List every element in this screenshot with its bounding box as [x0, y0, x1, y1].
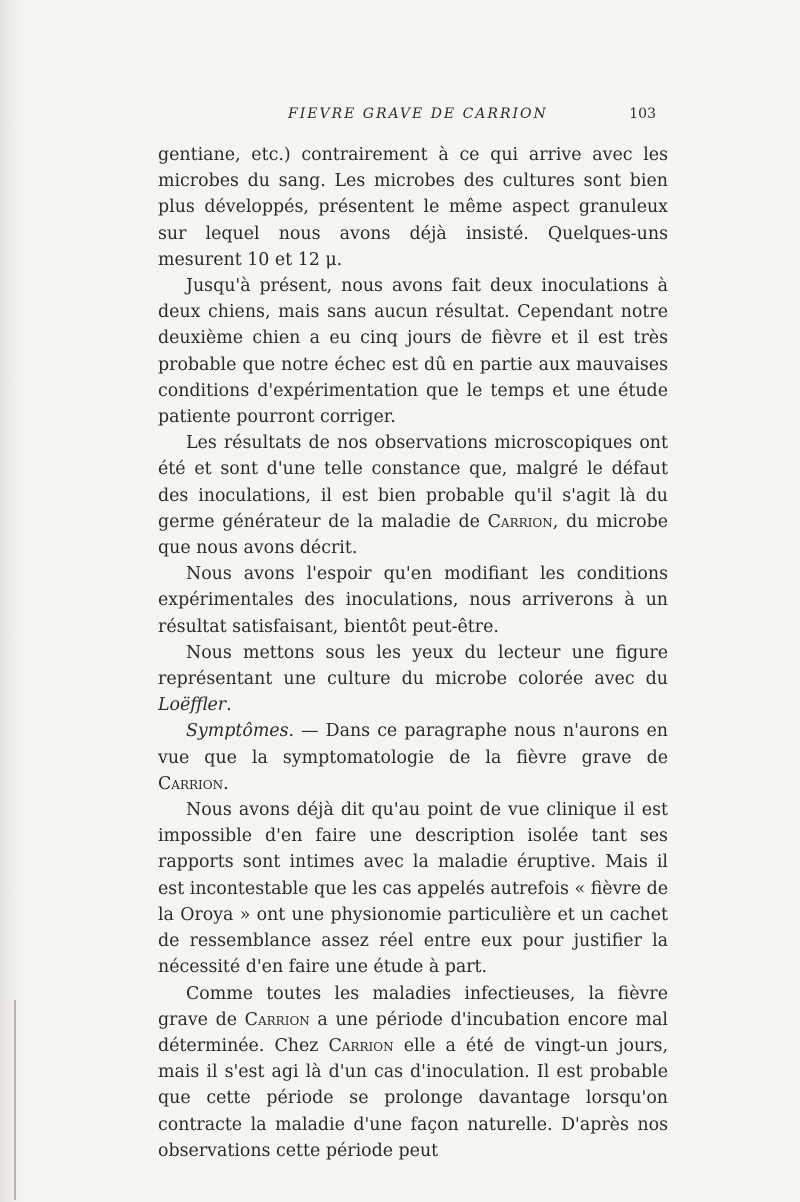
page-number: 103	[629, 106, 656, 122]
text-segment: a une période d'incubation encore mal déterminée. Chez	[158, 1009, 668, 1056]
page-edge	[0, 0, 22, 1202]
author-name: Carrion	[328, 1035, 394, 1056]
running-title: FIEVRE GRAVE DE CARRION	[288, 106, 548, 122]
author-name: Carrion	[244, 1009, 310, 1030]
author-name: Carrion	[158, 773, 224, 794]
text-segment: — Dans ce paragraphe nous n'aurons en vue que la symptomatologie de la fièvre grave de	[158, 721, 668, 768]
paragraph-symptoms	[158, 718, 668, 797]
text-segment: .	[223, 773, 229, 794]
paragraph-figure	[158, 640, 668, 719]
body-text	[158, 142, 668, 1164]
paragraph-hope: Nous avons l'espoir qu'en modifiant les conditions expérimentales des inoculations, nous arriverons à un résultat satisfaisant, bientôt peut-être.	[158, 564, 668, 637]
text-segment: Nous mettons sous les yeux du lecteur une figure représentant une culture du microbe colorée avec du	[158, 642, 668, 690]
text-segment: , du microbe que nous avons décrit.	[158, 511, 668, 559]
author-name: Carrion	[487, 511, 553, 532]
paragraph-continuation: gentiane, etc.) contrairement à ce qui arrive avec les microbes du sang. Les microbes des cultures sont bien plus développés, présentent le même aspect granuleux sur lequel nous avons déjà insisté. Quelques-uns mesurent 10 et 12 μ.	[158, 145, 668, 270]
paragraph-inoculations: Jusqu'à présent, nous avons fait deux inoculations à deux chiens, mais sans aucun résultat. Cependant notre deuxième chien a eu cinq jours de fièvre et il est très probable que notre échec est dû en partie aux mauvaises conditions d'expérimentation que le temps et une étude patiente pourront corriger.	[158, 276, 668, 428]
text-segment: Comme toutes les maladies infectieuses, la fièvre grave de	[158, 983, 668, 1030]
text-segment: .	[226, 695, 232, 716]
paragraph-clinical: Nous avons déjà dit qu'au point de vue clinique il est impossible d'en faire une description isolée tant ses rapports sont intimes avec la maladie éruptive. Mais il est incontestable que les cas appelés autrefois « fièvre de la Oroya » ont une physionomie particulière et un cachet de ressemblance assez réel entre eux pour justifier la nécessité d'en faire une étude à part.	[158, 800, 668, 978]
stain-name: Loëffler	[158, 695, 227, 716]
paragraph-results	[158, 430, 668, 561]
text-segment: elle a été de vingt-un jours, mais il s'est agi là d'un cas d'inoculation. Il est probable que cette période se prolonge davantage lorsqu'on contracte la maladie d'une façon naturelle. D'après nos observations cette période peut	[158, 1035, 668, 1161]
text-segment: Les résultats de nos observations microscopiques ont été et sont d'une telle constance que, malgré le défaut des inoculations, il est bien probable qu'il s'agit là du germe générateur de la maladie de	[158, 433, 668, 532]
paragraph-incubation	[158, 981, 668, 1164]
binding-line	[14, 1000, 16, 1200]
section-label: Symptômes.	[186, 721, 295, 742]
